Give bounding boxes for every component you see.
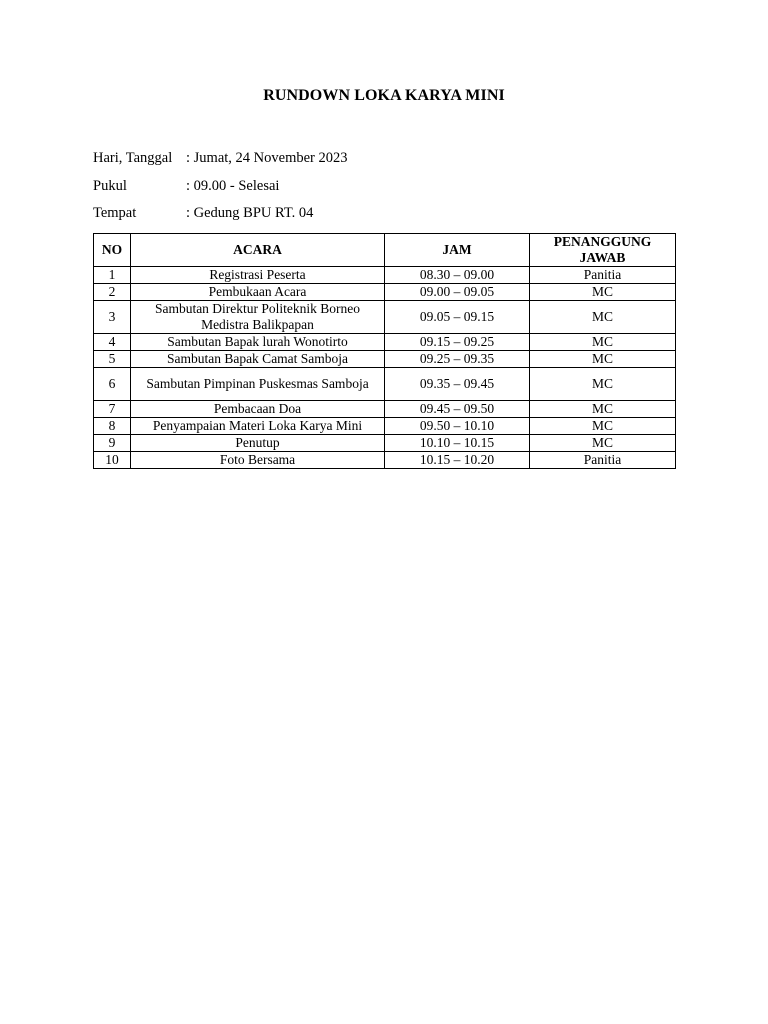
cell-jam: 09.25 – 09.35 — [385, 351, 530, 368]
cell-acara: Penutup — [131, 435, 385, 452]
info-row-date — [93, 148, 348, 168]
table-row — [94, 418, 676, 435]
cell-pj: Panitia — [530, 267, 676, 284]
cell-acara: Sambutan Pimpinan Puskesmas Samboja — [131, 368, 385, 401]
cell-no: 6 — [94, 368, 131, 401]
info-label-time: Pukul — [93, 178, 127, 194]
cell-no: 9 — [94, 435, 131, 452]
cell-jam: 09.45 – 09.50 — [385, 401, 530, 418]
header-penanggung-jawab: PENANGGUNG JAWAB — [530, 234, 676, 267]
cell-acara: Penyampaian Materi Loka Karya Mini — [131, 418, 385, 435]
header-jam: JAM — [385, 234, 530, 267]
info-row-place — [93, 203, 313, 223]
table-row — [94, 301, 676, 334]
cell-no: 3 — [94, 301, 131, 334]
rundown-table — [93, 233, 676, 469]
table-row — [94, 284, 676, 301]
table-row — [94, 401, 676, 418]
info-value-place: : Gedung BPU RT. 04 — [186, 205, 314, 221]
cell-pj: Panitia — [530, 452, 676, 469]
cell-no: 7 — [94, 401, 131, 418]
cell-pj: MC — [530, 435, 676, 452]
cell-acara: Foto Bersama — [131, 452, 385, 469]
info-label-date: Hari, Tanggal — [93, 150, 173, 166]
header-acara: ACARA — [131, 234, 385, 267]
info-row-time — [93, 176, 279, 196]
cell-no: 2 — [94, 284, 131, 301]
cell-no: 5 — [94, 351, 131, 368]
cell-acara: Pembukaan Acara — [131, 284, 385, 301]
table-header-row — [94, 234, 676, 267]
cell-acara: Registrasi Peserta — [131, 267, 385, 284]
table-row — [94, 452, 676, 469]
cell-jam: 09.35 – 09.45 — [385, 368, 530, 401]
cell-no: 8 — [94, 418, 131, 435]
cell-jam: 09.50 – 10.10 — [385, 418, 530, 435]
cell-jam: 09.15 – 09.25 — [385, 334, 530, 351]
cell-no: 10 — [94, 452, 131, 469]
info-value-time: : 09.00 - Selesai — [186, 178, 280, 194]
cell-acara: Sambutan Bapak Camat Samboja — [131, 351, 385, 368]
cell-pj: MC — [530, 284, 676, 301]
cell-pj: MC — [530, 301, 676, 334]
cell-pj: MC — [530, 334, 676, 351]
info-value-date: : Jumat, 24 November 2023 — [186, 150, 348, 166]
header-no: NO — [94, 234, 131, 267]
document-title: RUNDOWN LOKA KARYA MINI — [263, 87, 505, 104]
table-row — [94, 267, 676, 284]
cell-pj: MC — [530, 351, 676, 368]
cell-jam: 10.10 – 10.15 — [385, 435, 530, 452]
cell-pj: MC — [530, 418, 676, 435]
cell-acara: Sambutan Direktur Politeknik Borneo Medistra Balikpapan — [131, 301, 385, 334]
cell-jam: 10.15 – 10.20 — [385, 452, 530, 469]
cell-acara: Sambutan Bapak lurah Wonotirto — [131, 334, 385, 351]
cell-no: 1 — [94, 267, 131, 284]
table-row — [94, 368, 676, 401]
cell-pj: MC — [530, 368, 676, 401]
table-row — [94, 435, 676, 452]
cell-jam: 09.05 – 09.15 — [385, 301, 530, 334]
cell-jam: 09.00 – 09.05 — [385, 284, 530, 301]
cell-acara: Pembacaan Doa — [131, 401, 385, 418]
cell-pj: MC — [530, 401, 676, 418]
cell-no: 4 — [94, 334, 131, 351]
cell-jam: 08.30 – 09.00 — [385, 267, 530, 284]
table-row — [94, 334, 676, 351]
info-label-place: Tempat — [93, 205, 137, 221]
table-row — [94, 351, 676, 368]
